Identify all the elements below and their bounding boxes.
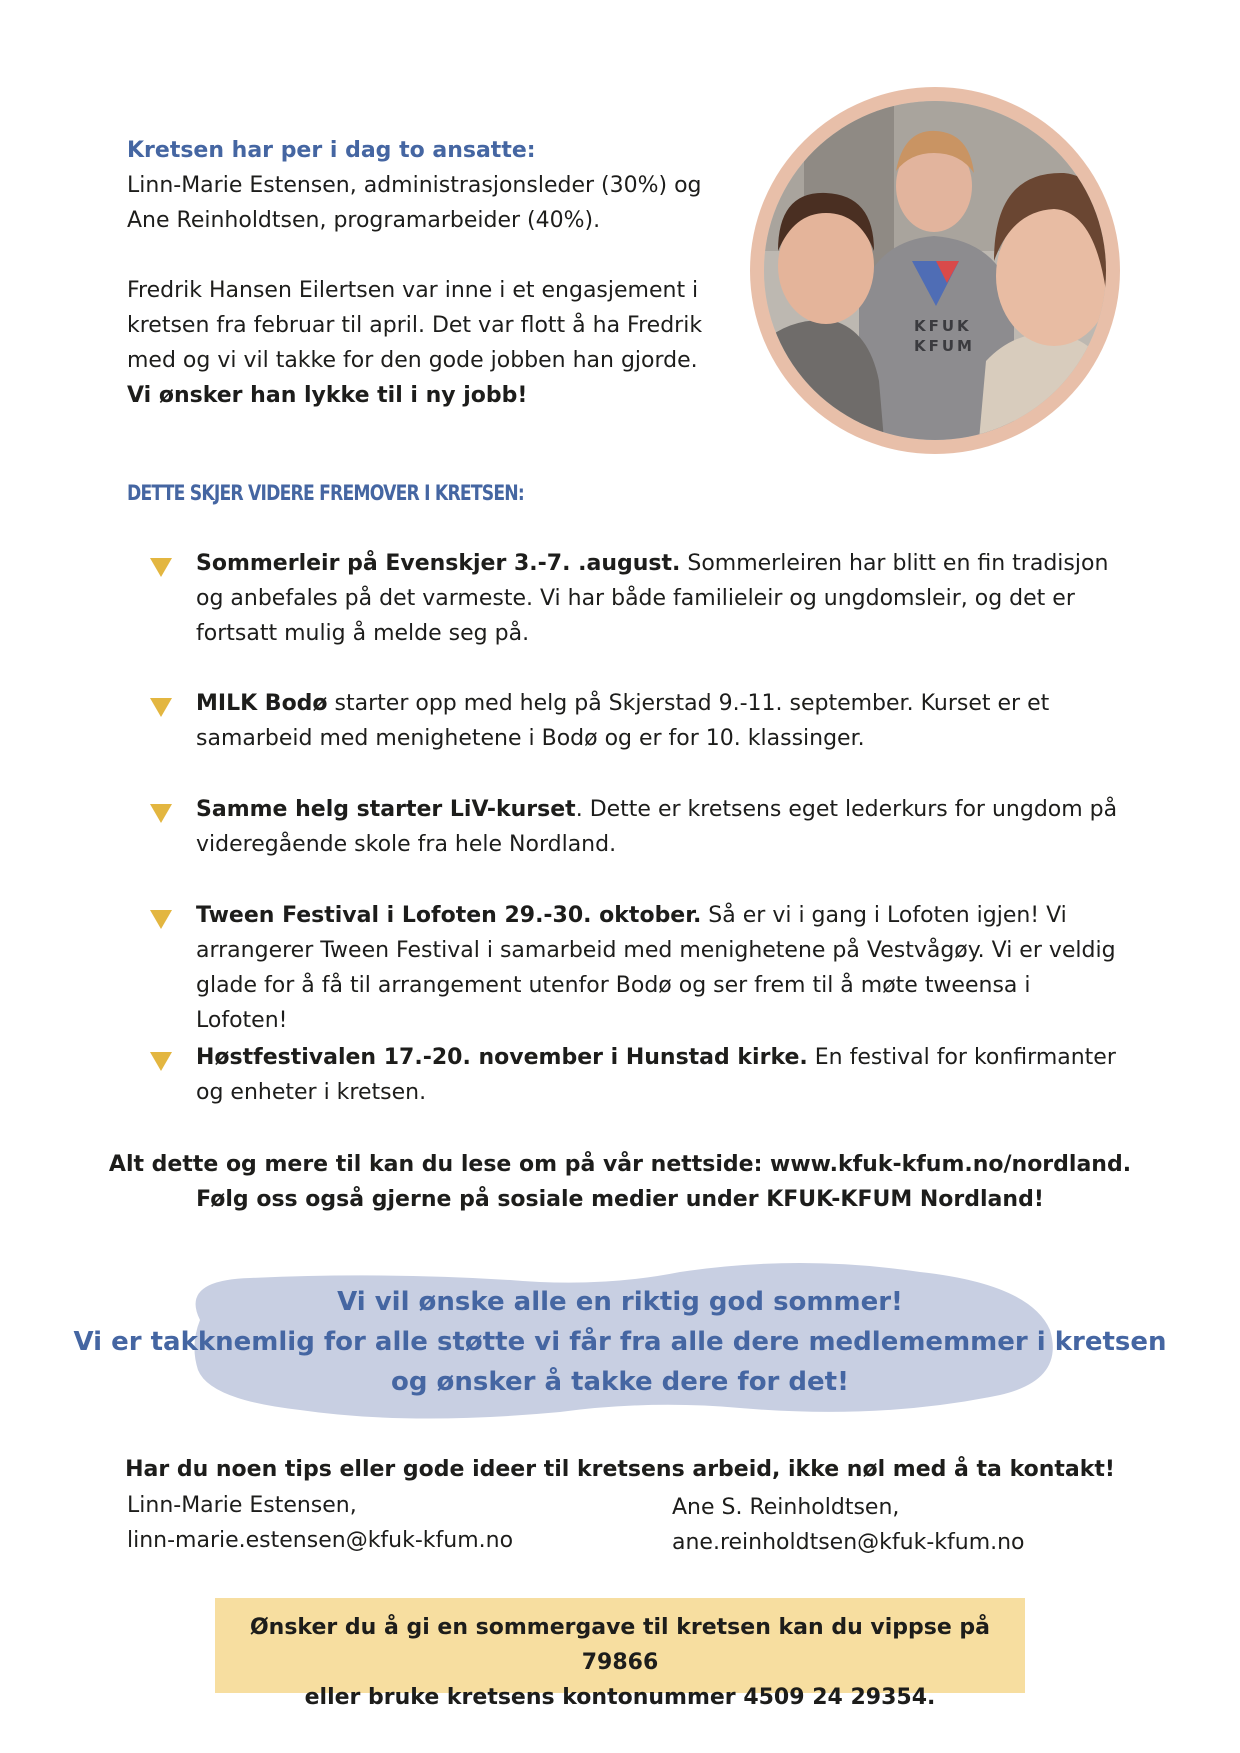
event-description: starter opp med helg på Skjerstad 9.-11. september. Kurset er et samarbeid med menighetene i Bodø og er for 10. klassinger. [196,691,1050,751]
event-description: . Dette er kretsens eget lederkurs for ungdom på videregående skole fra hele Nordland. [196,797,1118,857]
shirt-text-1: KFUK [914,317,972,335]
triangle-bullet-icon [150,804,172,823]
list-item [196,686,1126,756]
list-item [196,792,1126,862]
contact-name: Ane S. Reinholdtsen, [672,1495,900,1520]
event-title: Høstfestivalen 17.-20. november i Hunstad kirke. [196,1045,808,1070]
thanks-line-1: Vi vil ønske alle en riktig god sommer! [337,1287,903,1317]
event-text [196,898,1126,1038]
gift-line-1: Ønsker du å gi en sommergave til kretsen kan du vippse på 79866 [249,1615,991,1675]
event-description: Sommerleiren har blitt en fin tradisjon og anbefales på det varmeste. Vi har både familieleir og ungdomsleir, og det er fortsatt mulig å melde seg på. [196,551,1109,646]
thanks-message [0,1282,1240,1402]
gift-line-2: eller bruke kretsens kontonummer 4509 24 29354. [304,1685,936,1710]
event-text [196,686,1126,756]
event-title: MILK Bodø [196,691,328,716]
list-item [196,1040,1126,1110]
contact-email[interactable]: ane.reinholdtsen@kfuk-kfum.no [672,1530,1025,1555]
staff-photo [764,101,1106,440]
thanks-line-3: og ønsker å takke dere for det! [391,1367,849,1397]
website-line-2: Følg oss også gjerne på sosiale medier under KFUK-KFUM Nordland! [196,1187,1044,1212]
contact-person-1 [127,1488,513,1558]
fredrik-paragraph [127,273,727,413]
fredrik-text: Fredrik Hansen Eilertsen var inne i et engasjement i kretsen fra februar til april. Det var flott å ha Fredrik med og vi vil takke for den gode jobben han gjorde. [127,278,703,373]
event-text [196,546,1126,651]
website-note [0,1147,1240,1217]
staff-photo-illustration [764,101,1106,440]
list-item [196,898,1126,1038]
list-item [196,546,1126,651]
gift-text [215,1610,1025,1715]
staff-line-2: Ane Reinholdtsen, programarbeider (40%). [127,208,601,233]
event-description: En festival for konfirmanter og enheter i kretsen. [196,1045,1116,1105]
shirt-text-2: KFUM [914,337,975,355]
event-title: Sommerleir på Evenskjer 3.-7. .august. [196,551,681,576]
event-text [196,792,1126,862]
event-description: Så er vi i gang i Lofoten igjen! Vi arrangerer Tween Festival i samarbeid med menighetene på Vestvågøy. Vi er veldig glade for å få til arrangement utenfor Bodø og ser frem til å møte tweensa i Lofoten! [196,903,1116,1033]
gift-box [215,1598,1025,1710]
staff-line-1: Linn-Marie Estensen, administrasjonsleder (30%) og [127,173,702,198]
contact-person-2 [672,1490,1025,1560]
thanks-line-2: Vi er takknemlig for alle støtte vi får fra alle dere medlememmer i kretsen [73,1327,1167,1357]
triangle-bullet-icon [150,698,172,717]
triangle-bullet-icon [150,558,172,577]
website-line-1: Alt dette og mere til kan du lese om på vår nettside: www.kfuk-kfum.no/nordland. [108,1152,1132,1177]
triangle-bullet-icon [150,910,172,929]
section-heading: DETTE SKJER VIDERE FREMOVER I KRETSEN: [127,481,524,505]
triangle-bullet-icon [150,1052,172,1071]
staff-heading: Kretsen har per i dag to ansatte: [127,138,536,163]
staff-section [127,133,727,413]
event-title: Samme helg starter LiV-kurset [196,797,576,822]
contact-email[interactable]: linn-marie.estensen@kfuk-kfum.no [127,1528,514,1553]
contact-intro: Har du noen tips eller gode ideer til kretsens arbeid, ikke nøl med å ta kontakt! [125,1457,1115,1482]
event-text [196,1040,1126,1110]
fredrik-wish: Vi ønsker han lykke til i ny jobb! [127,383,528,408]
event-title: Tween Festival i Lofoten 29.-30. oktober. [196,903,702,928]
contact-name: Linn-Marie Estensen, [127,1493,357,1518]
